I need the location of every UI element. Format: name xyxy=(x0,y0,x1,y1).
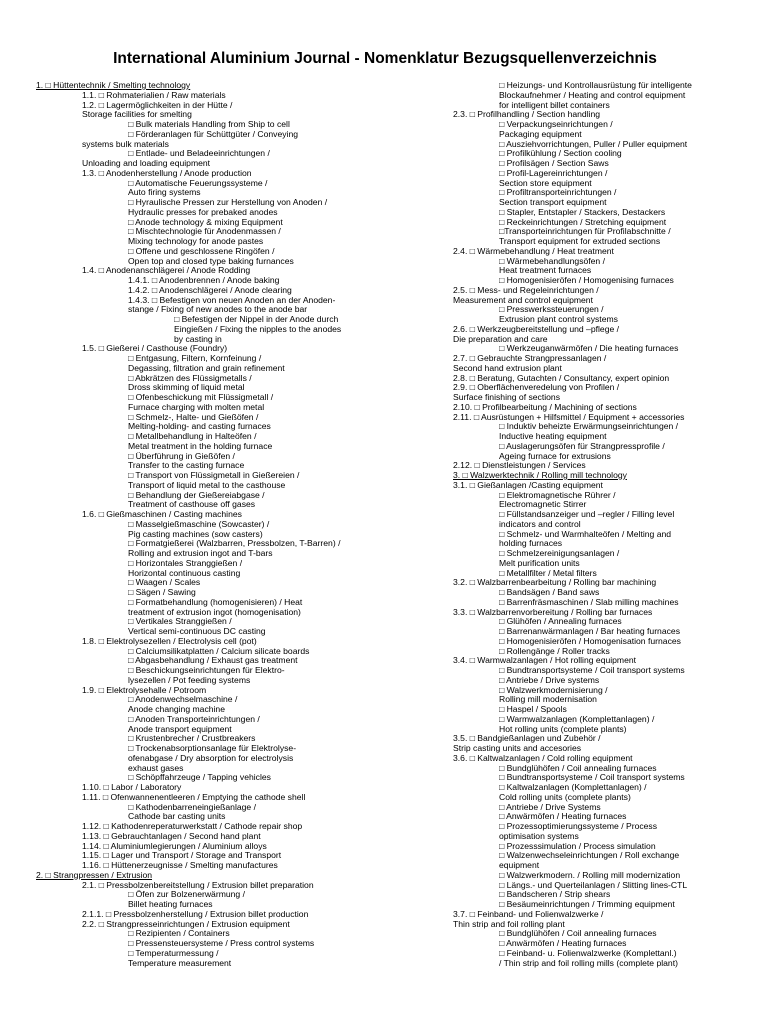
list-item: Hydraulic presses for prebaked anodes xyxy=(128,207,278,217)
list-item: Measurement and control equipment xyxy=(453,295,593,305)
list-item: □ Elektromagnetische Rührer / xyxy=(499,490,616,500)
list-item: □ Transport von Flüssigmetall in Gießereien / xyxy=(128,471,300,480)
list-item: Vertical semi-continuous DC casting xyxy=(128,627,266,636)
list-item: 2.10. □ Profilbearbeitung / Machining of sections xyxy=(453,402,637,412)
list-item: Thin strip and foil rolling plant xyxy=(453,919,565,929)
list-item: Second hand extrusion plant xyxy=(453,363,562,373)
list-item: treatment of extrusion ingot (homogenisation) xyxy=(128,607,301,617)
list-item: □ Öfen zur Bolzenerwärmung / xyxy=(128,890,245,900)
list-item: Eingießen / Fixing the nipples to the anodes xyxy=(174,324,342,334)
list-item: □ Horizontales Stranggießen / xyxy=(128,558,243,568)
list-item: Unloading and loading equipment xyxy=(82,159,211,168)
list-item: □ Verpackungseinrichtungen / xyxy=(499,120,613,129)
list-item: Transport of liquid metal to the casthouse xyxy=(128,480,286,490)
list-item: □ Beschickungseinrichtungen für Elektro- xyxy=(128,666,285,675)
list-item: Section store equipment xyxy=(499,178,592,188)
list-item: Pig casting machines (sow casters) xyxy=(128,529,263,539)
list-item: 2.5. □ Mess- und Regeleinrichtungen / xyxy=(453,285,599,295)
list-item: □ Masselgießmaschine (Sowcaster) / xyxy=(128,519,270,529)
list-item: 2.9. □ Oberflächenveredelung von Profilen / xyxy=(453,383,620,393)
list-item: 3.2. □ Walzbarrenbearbeitung / Rolling bar machining xyxy=(453,578,657,588)
list-item: □ Schmelz-, Halte- und Gießöfen / xyxy=(128,412,259,422)
list-item: □ Wärmebehandlungsöfen / xyxy=(499,256,605,266)
list-item: Dross skimming of liquid metal xyxy=(128,383,245,393)
list-item: 1.2. □ Lagermöglichkeiten in der Hütte / xyxy=(82,100,233,110)
list-item: □ Automatische Feuerungssysteme / xyxy=(128,178,268,188)
list-item: □ Längs.- und Querteilanlagen / Slitting lines-CTL xyxy=(499,880,688,890)
list-item: □ Homogenisieröfen / Homogenising furnaces xyxy=(499,276,674,285)
list-item: □ Offene und geschlossene Ringöfen / xyxy=(128,246,275,256)
list-item: □ Rezipienten / Containers xyxy=(128,929,230,939)
list-item: / Thin strip and foil rolling mills (complete plant) xyxy=(499,958,678,968)
list-item: □ Antriebe / Drive systems xyxy=(499,675,600,685)
list-item: Rolling mill modernisation xyxy=(499,695,597,705)
list-item: □ Kathodenbarreneingießanlage / xyxy=(128,802,256,812)
list-item: 1.15. □ Lager und Transport / Storage and Transport xyxy=(82,851,282,861)
list-item: □ Befestigen der Nippel in der Anode durch xyxy=(174,315,339,324)
list-item: □ Anodenwechselmaschine / xyxy=(128,695,238,705)
list-item: 1.13. □ Gebrauchtanlagen / Second hand plant xyxy=(82,831,261,841)
list-item: □Transporteinrichtungen für Profilabschnitte / xyxy=(499,227,671,237)
list-item: equipment xyxy=(499,861,540,870)
list-item: Melting-holding- and casting furnaces xyxy=(128,422,271,432)
list-item: □ Profil-Lagereinrichtungen / xyxy=(499,168,608,178)
list-item: Storage facilities for smelting xyxy=(82,110,192,120)
list-item: Surface finishing of sections xyxy=(453,393,561,402)
section-heading: 2. □ Strangpressen / Extrusion xyxy=(36,870,153,880)
list-item: 1.1. □ Rohmaterialien / Raw materials xyxy=(82,90,226,100)
list-item: □ Formatbehandlung (homogenisieren) / Heat xyxy=(128,597,303,607)
list-item: □ Förderanlagen für Schüttgüter / Conveying xyxy=(128,129,298,139)
list-item: □ Pressensteuersysteme / Press control systems xyxy=(128,939,315,948)
list-item: □ Profiltransporteinrichtungen / xyxy=(499,188,617,198)
list-item: Anode changing machine xyxy=(128,705,225,714)
left-column xyxy=(36,81,406,968)
list-item: □ Rollengänge / Roller tracks xyxy=(499,646,610,656)
list-item: 2.6. □ Werkzeugbereitstellung und –pflege / xyxy=(453,324,620,334)
list-item: □ Schmelz- und Warmhalteöfen / Melting and xyxy=(499,529,672,539)
list-item: 3.5. □ Bandgießanlagen und Zubehör / xyxy=(453,734,601,744)
list-item: □ Entlade- und Beladeeinrichtungen / xyxy=(128,149,270,159)
list-item: 3.6. □ Kaltwalzanlagen / Cold rolling equipment xyxy=(453,753,633,763)
list-item: 1.3. □ Anodenherstellung / Anode production xyxy=(82,168,252,178)
list-item: 2.1. □ Pressbolzenbereitstellung / Extrusion billet preparation xyxy=(82,880,314,890)
list-item: holding furnaces xyxy=(499,539,563,549)
list-item: □ Schöpffahrzeuge / Tapping vehicles xyxy=(128,773,271,783)
page-title: International Aluminium Journal - Nomenklatur Bezugsquellenverzeichnis xyxy=(113,50,657,67)
list-item: 1.6. □ Gießmaschinen / Casting machines xyxy=(82,510,242,519)
list-item: by casting in xyxy=(174,334,222,344)
list-item: □ Anwärmöfen / Heating furnaces xyxy=(499,812,627,822)
list-item: 1.4.1. □ Anodenbrennen / Anode baking xyxy=(128,276,280,285)
list-item: Cathode bar casting units xyxy=(128,812,226,822)
list-item: 2.7. □ Gebrauchte Strangpressanlagen / xyxy=(453,354,607,363)
list-item: Hot rolling units (complete plants) xyxy=(499,724,627,734)
list-item: □ Reckeinrichtungen / Stretching equipment xyxy=(499,217,667,227)
list-item: □ Heizungs- und Kontrollausrüstung für intelligente xyxy=(499,81,692,90)
list-item: Open top and closed type baking furnances xyxy=(128,256,294,266)
list-item: □ Bandsägen / Band saws xyxy=(499,588,600,597)
list-item: □ Füllstandsanzeiger und –regler / Filling level xyxy=(499,510,675,519)
list-item: 1.8. □ Elektrolysezellen / Electrolysis cell (pot) xyxy=(82,636,257,646)
list-item: 1.16. □ Hüttenerzeugnisse / Smelting manufactures xyxy=(82,861,278,870)
list-item: exhaust gases xyxy=(128,763,184,773)
list-item: □ Barrenfräsmaschinen / Slab milling machines xyxy=(499,597,679,607)
list-item: □ Temperaturmessung / xyxy=(128,948,219,958)
list-item: Transfer to the casting furnace xyxy=(128,461,245,471)
list-item: □ Werkzeuganwärmöfen / Die heating furnaces xyxy=(499,344,679,354)
list-item: Furnace charging with molten metal xyxy=(128,402,265,412)
list-item: 3.3. □ Walzbarrenvorbereitung / Rolling bar furnaces xyxy=(453,607,653,617)
list-item: Treatment of casthouse off gases xyxy=(128,500,256,510)
list-item: □ Anoden Transporteinrichtungen / xyxy=(128,714,260,724)
list-item: □ Warmwalzanlagen (Komplettanlagen) / xyxy=(499,714,655,724)
list-item: Anode transport equipment xyxy=(128,724,232,734)
list-item: indicators and control xyxy=(499,519,581,529)
list-item: □ Feinband- u. Folienwalzwerke (Komplettanl.) xyxy=(499,948,677,958)
list-item: □ Walzwerkmodern. / Rolling mill modernization xyxy=(499,870,681,880)
section-heading: 1. □ Hüttentechnik / Smelting technology xyxy=(36,81,191,90)
list-item: Horizontal continuous casting xyxy=(128,568,241,578)
list-item: Die preparation and care xyxy=(453,334,548,344)
list-item: Inductive heating equipment xyxy=(499,432,607,441)
list-item: 1.4.3. □ Befestigen von neuen Anoden an der Anoden- xyxy=(128,295,336,305)
list-item: □ Stapler, Entstapler / Stackers, Destackers xyxy=(499,207,666,217)
list-item: □ Walzenwechseleinrichtungen / Roll exchange xyxy=(499,851,680,861)
list-item: 1.9. □ Elektrolysehalle / Potroom xyxy=(82,685,207,695)
list-item: 2.1.1. □ Pressbolzenherstellung / Extrusion billet production xyxy=(82,909,309,919)
list-item: □ Schmelzereinigungsanlagen / xyxy=(499,549,620,558)
list-item: Transport equipment for extruded sections xyxy=(499,237,661,246)
list-item: □ Vertikales Stranggießen / xyxy=(128,617,232,627)
list-item: 1.4.2. □ Anodenschlägerei / Anode clearing xyxy=(128,285,292,295)
list-item: □ Profilsägen / Section Saws xyxy=(499,159,609,168)
list-item: Billet heating furnaces xyxy=(128,900,213,909)
list-item: Extrusion plant control systems xyxy=(499,315,618,324)
list-item: □ Sägen / Sawing xyxy=(128,588,196,597)
list-item: □ Behandlung der Gießereiabgase / xyxy=(128,490,265,500)
list-item: □ Bundtransportsysteme / Coil transport systems xyxy=(499,666,685,675)
list-item: Melt purification units xyxy=(499,558,580,568)
list-item: Heat treatment furnaces xyxy=(499,266,592,276)
list-item: □ Entgasung, Filtern, Kornfeinung / xyxy=(128,354,262,363)
list-item: lysezellen / Pot feeding systems xyxy=(128,675,251,685)
list-item: Ageing furnace for extrusions xyxy=(499,451,611,461)
list-item: □ Überführung in Gießöfen / xyxy=(128,451,235,461)
list-item: optimisation systems xyxy=(499,831,579,841)
list-item: □ Calciumsilikatplatten / Calcium silicate boards xyxy=(128,646,310,656)
list-item: □ Formatgießerei (Walzbarren, Pressbolzen, T-Barren) / xyxy=(128,539,341,549)
list-item: Packaging equipment xyxy=(499,129,582,139)
list-item: 2.12. □ Dienstleistungen / Services xyxy=(453,461,586,471)
list-item: □ Mischtechnologie für Anodenmassen / xyxy=(128,227,281,237)
list-item: 2.11. □ Ausrüstungen + Hilfsmittel / Equipment + accessories xyxy=(453,412,685,422)
list-item: □ Abkrätzen des Flüssigmetalls / xyxy=(128,373,252,383)
list-item: □ Barrenanwärmanlagen / Bar heating furnaces xyxy=(499,627,680,636)
list-item: systems bulk materials xyxy=(82,139,169,149)
list-item: 2.8. □ Beratung, Gutachten / Consultancy, expert opinion xyxy=(453,373,670,383)
list-item: Mixing technology for anode pastes xyxy=(128,237,264,246)
list-item: □ Bundglühöfen / Coil annealing furnaces xyxy=(499,763,657,773)
list-item: □ Anode technology & mixing Equipment xyxy=(128,217,283,227)
list-item: □ Antriebe / Drive Systems xyxy=(499,802,601,812)
list-item: Cold rolling units (complete plants) xyxy=(499,792,631,802)
list-item: □ Bundtransportsysteme / Coil transport systems xyxy=(499,773,685,783)
list-item: □ Presswerkssteuerungen / xyxy=(499,305,604,315)
list-item: Rolling and extrusion ingot and T-bars xyxy=(128,549,273,558)
list-item: Auto firing systems xyxy=(128,188,201,198)
list-item: □ Ofenbeschickung mit Flüssigmetall / xyxy=(128,393,274,402)
right-column xyxy=(453,81,753,968)
list-item: 1.5. □ Gießerei / Casthouse (Foundry) xyxy=(82,344,228,354)
list-item: 1.11. □ Ofenwannenentleeren / Emptying the cathode shell xyxy=(82,792,306,802)
list-item: □ Bundglühöfen / Coil annealing furnaces xyxy=(499,929,657,939)
list-item: □ Prozesssimulation / Process simulation xyxy=(499,841,656,851)
list-item: stange / Fixing of new anodes to the anode bar xyxy=(128,305,308,315)
list-item: □ Hyraulische Pressen zur Herstellung von Anoden / xyxy=(128,198,328,207)
list-item: □ Metallbehandlung in Halteöfen / xyxy=(128,432,257,441)
list-item: 1.12. □ Kathodenreperaturwerkstatt / Cathode repair shop xyxy=(82,822,303,831)
list-item: □ Homogenisieröfen / Homogenisation furnaces xyxy=(499,636,681,646)
list-item: □ Trockenabsorptionsanlage für Elektrolyse- xyxy=(128,744,297,753)
list-item: □ Induktiv beheizte Erwärmungseinrichtungen / xyxy=(499,422,679,432)
list-item: □ Ausziehvorrichtungen, Puller / Puller equipment xyxy=(499,139,688,149)
list-item: □ Auslagerungsöfen für Strangpressprofile / xyxy=(499,441,665,451)
list-item: 3.4. □ Warmwalzanlagen / Hot rolling equipment xyxy=(453,656,637,666)
list-item: □ Bandscheren / Strip shears xyxy=(499,890,611,900)
list-item: Section transport equipment xyxy=(499,198,607,207)
list-item: □ Profilkühlung / Section cooling xyxy=(499,149,622,159)
list-item: Electromagnetic Stirrer xyxy=(499,500,587,510)
list-item: □ Metallfilter / Metal filters xyxy=(499,568,597,578)
list-item: 1.4. □ Anodenanschlägerei / Anode Rodding xyxy=(82,266,251,276)
list-item: □ Walzwerkmodernisierung / xyxy=(499,685,608,695)
list-item: Blockaufnehmer / Heating and control equipment xyxy=(499,90,686,100)
list-item: 2.4. □ Wärmebehandlung / Heat treatment xyxy=(453,246,614,256)
list-item: □ Abgasbehandlung / Exhaust gas treatment xyxy=(128,656,298,666)
list-item: □ Glühöfen / Annealing furnaces xyxy=(499,617,622,627)
list-item: 3.7. □ Feinband- und Folienwalzwerke / xyxy=(453,909,604,919)
list-item: □ Krustenbrecher / Crustbreakers xyxy=(128,734,256,744)
list-item: 2.3. □ Profilhandling / Section handling xyxy=(453,110,601,120)
list-item: □ Anwärmöfen / Heating furnaces xyxy=(499,939,627,948)
list-item: 1.14. □ Aluminiumlegierungen / Aluminium alloys xyxy=(82,841,267,851)
list-item: □ Bulk materials Handling from Ship to cell xyxy=(128,120,290,129)
list-item: ofenabgase / Dry absorption for electrolysis xyxy=(128,753,294,763)
list-item: □ Waagen / Scales xyxy=(128,578,201,588)
list-item: □ Besäumeinrichtungen / Trimming equipment xyxy=(499,900,675,909)
list-item: □ Haspel / Spools xyxy=(499,705,567,714)
list-item: 3.1. □ Gießanlagen /Casting equipment xyxy=(453,480,603,490)
list-item: □ Prozessoptimierungssysteme / Process xyxy=(499,822,658,831)
list-item: 1.10. □ Labor / Laboratory xyxy=(82,783,182,792)
list-item: Degassing, filtration and grain refinement xyxy=(128,363,285,373)
list-item: Temperature measurement xyxy=(128,958,232,968)
list-item: 2.2. □ Strangpresseinrichtungen / Extrusion equipment xyxy=(82,919,290,929)
section-heading: 3. □ Walzwerktechnik / Rolling mill technology xyxy=(453,471,627,480)
list-item: □ Kaltwalzanlagen (Komplettanlagen) / xyxy=(499,783,647,792)
list-item: Strip casting units and accesories xyxy=(453,744,582,753)
list-item: Metal treatment in the holding furnace xyxy=(128,441,273,451)
list-item: for intelligent billet containers xyxy=(499,100,610,110)
